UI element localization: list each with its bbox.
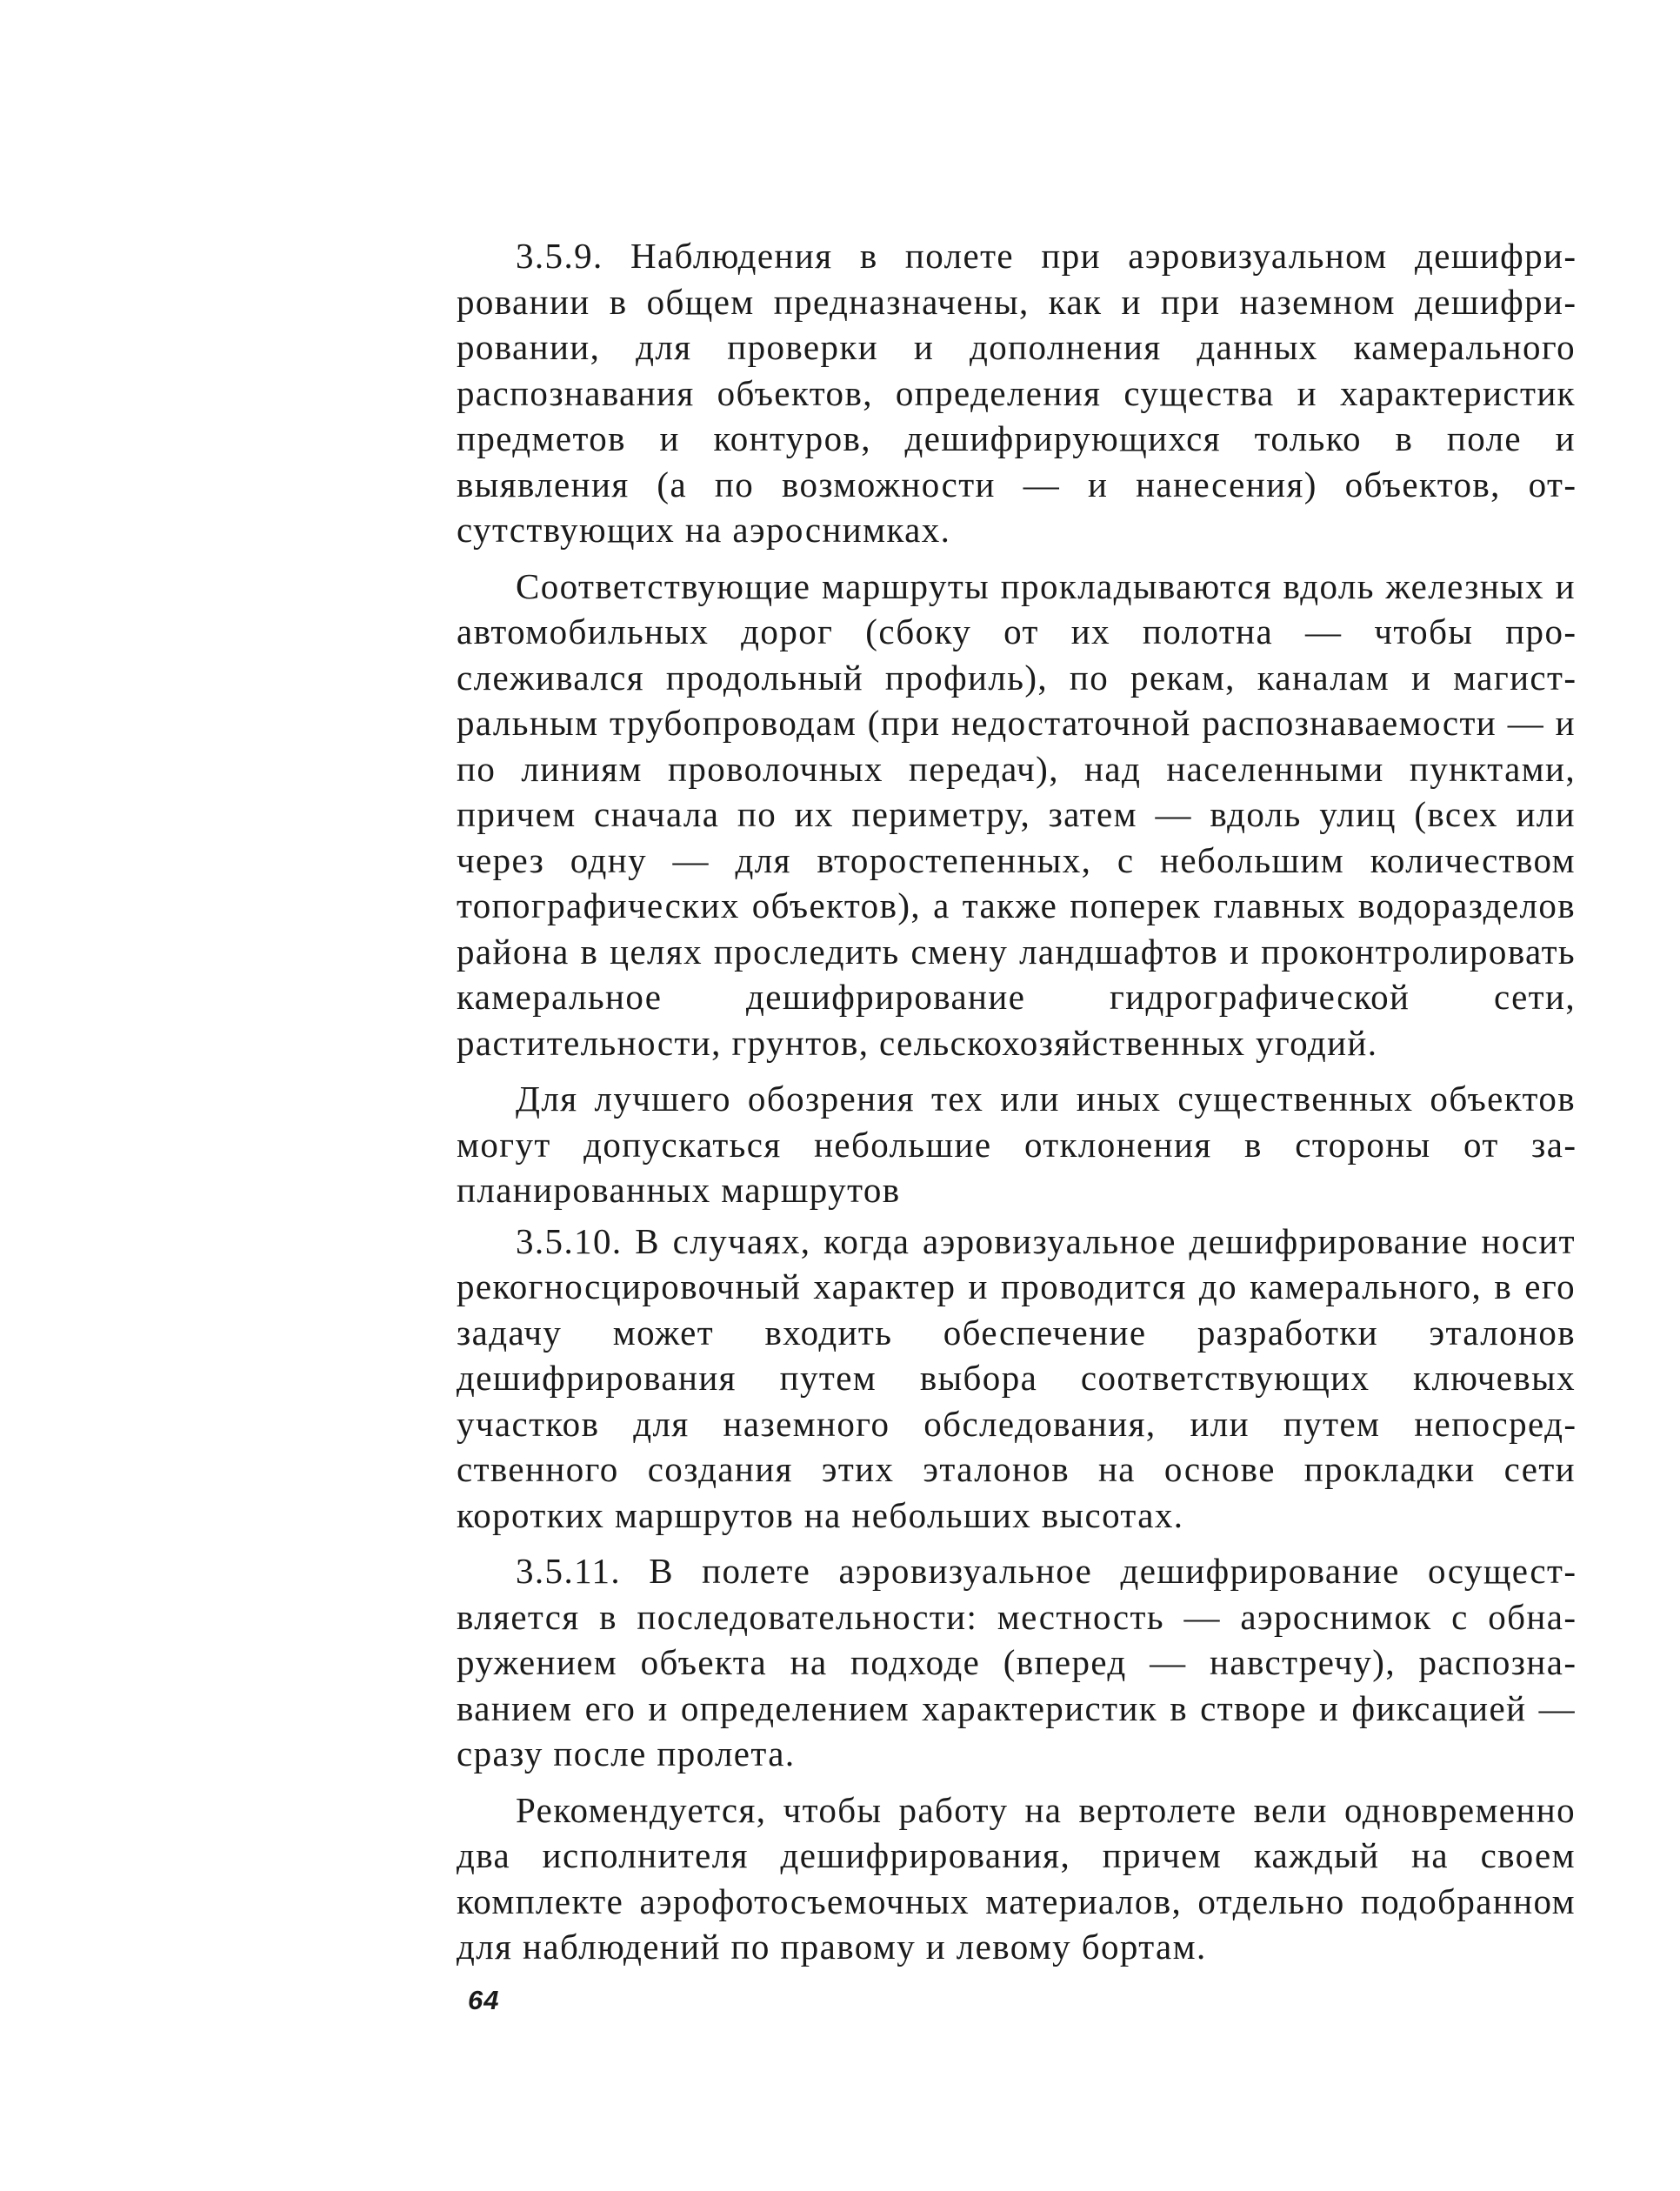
paragraph-routes: Соответствующие маршруты прокладываются вдоль железных и автомобильных дорог (сбоку от их полотна — чтобы прослеживался продольный профиль), по рекам, каналам и магистральным трубопроводам (при недостаточной распознаваемости — и по линиям проволочных передач), над населенными пунктами, причем сначала по их периметру, затем — вдоль улиц (всех или через одну — для второстепенных, с небольшим количеством топографических объектов), а также поперек главных водоразделов района в целях проследить смену ландшафтов и проконтролировать камеральное дешифрирование гидрографической сети, растительности, грунтов, сельскохозяйственных угодий. <box>457 565 1576 1063</box>
body-text <box>457 233 1576 1981</box>
paragraph-3-5-9: 3.5.9. Наблюдения в полете при аэровизуальном дешифрировании в общем предназначены, как и при наземном дешифрировании, для проверки и дополнения данных камерального распознавания объектов, определения существа и характеристик предметов и контуров, дешифрирующихся только в поле и выявления (а по возможности — и нанесения) объектов, отсутствующих на аэроснимках. <box>457 236 1576 550</box>
page-number: 64 <box>468 1985 500 2015</box>
paragraph-recommendation: Рекомендуется, чтобы работу на вертолете вели одновременно два исполнителя дешифрирования, причем каждый на своем комплекте аэрофотосъемочных материалов, отдельно подобранном для наблюдений по правому и левому бортам. <box>457 1789 1576 1967</box>
paragraph-3-5-10: 3.5.10. В случаях, когда аэровизуальное дешифрирование носит рекогносцировочный характер и проводится до камерального, в его задачу может входить обеспечение разработки эталонов дешифрирования путем выбора соответствующих ключевых участков для наземного обследования, или путем непосредственного создания этих эталонов на основе прокладки сети коротких маршрутов на небольших высотах. <box>457 1220 1576 1535</box>
paragraph-3-5-11: 3.5.11. В полете аэровизуальное дешифрирование осуществляется в последовательности: местность — аэроснимок с обнаружением объекта на подходе (вперед — навстречу), распознаванием его и определением характеристик в створе и фиксацией — сразу после пролета. <box>457 1551 1576 1774</box>
paragraph-deviations: Для лучшего обозрения тех или иных существенных объектов могут допускаться небольшие отклонения в стороны от запланированных маршрутов <box>457 1079 1576 1210</box>
